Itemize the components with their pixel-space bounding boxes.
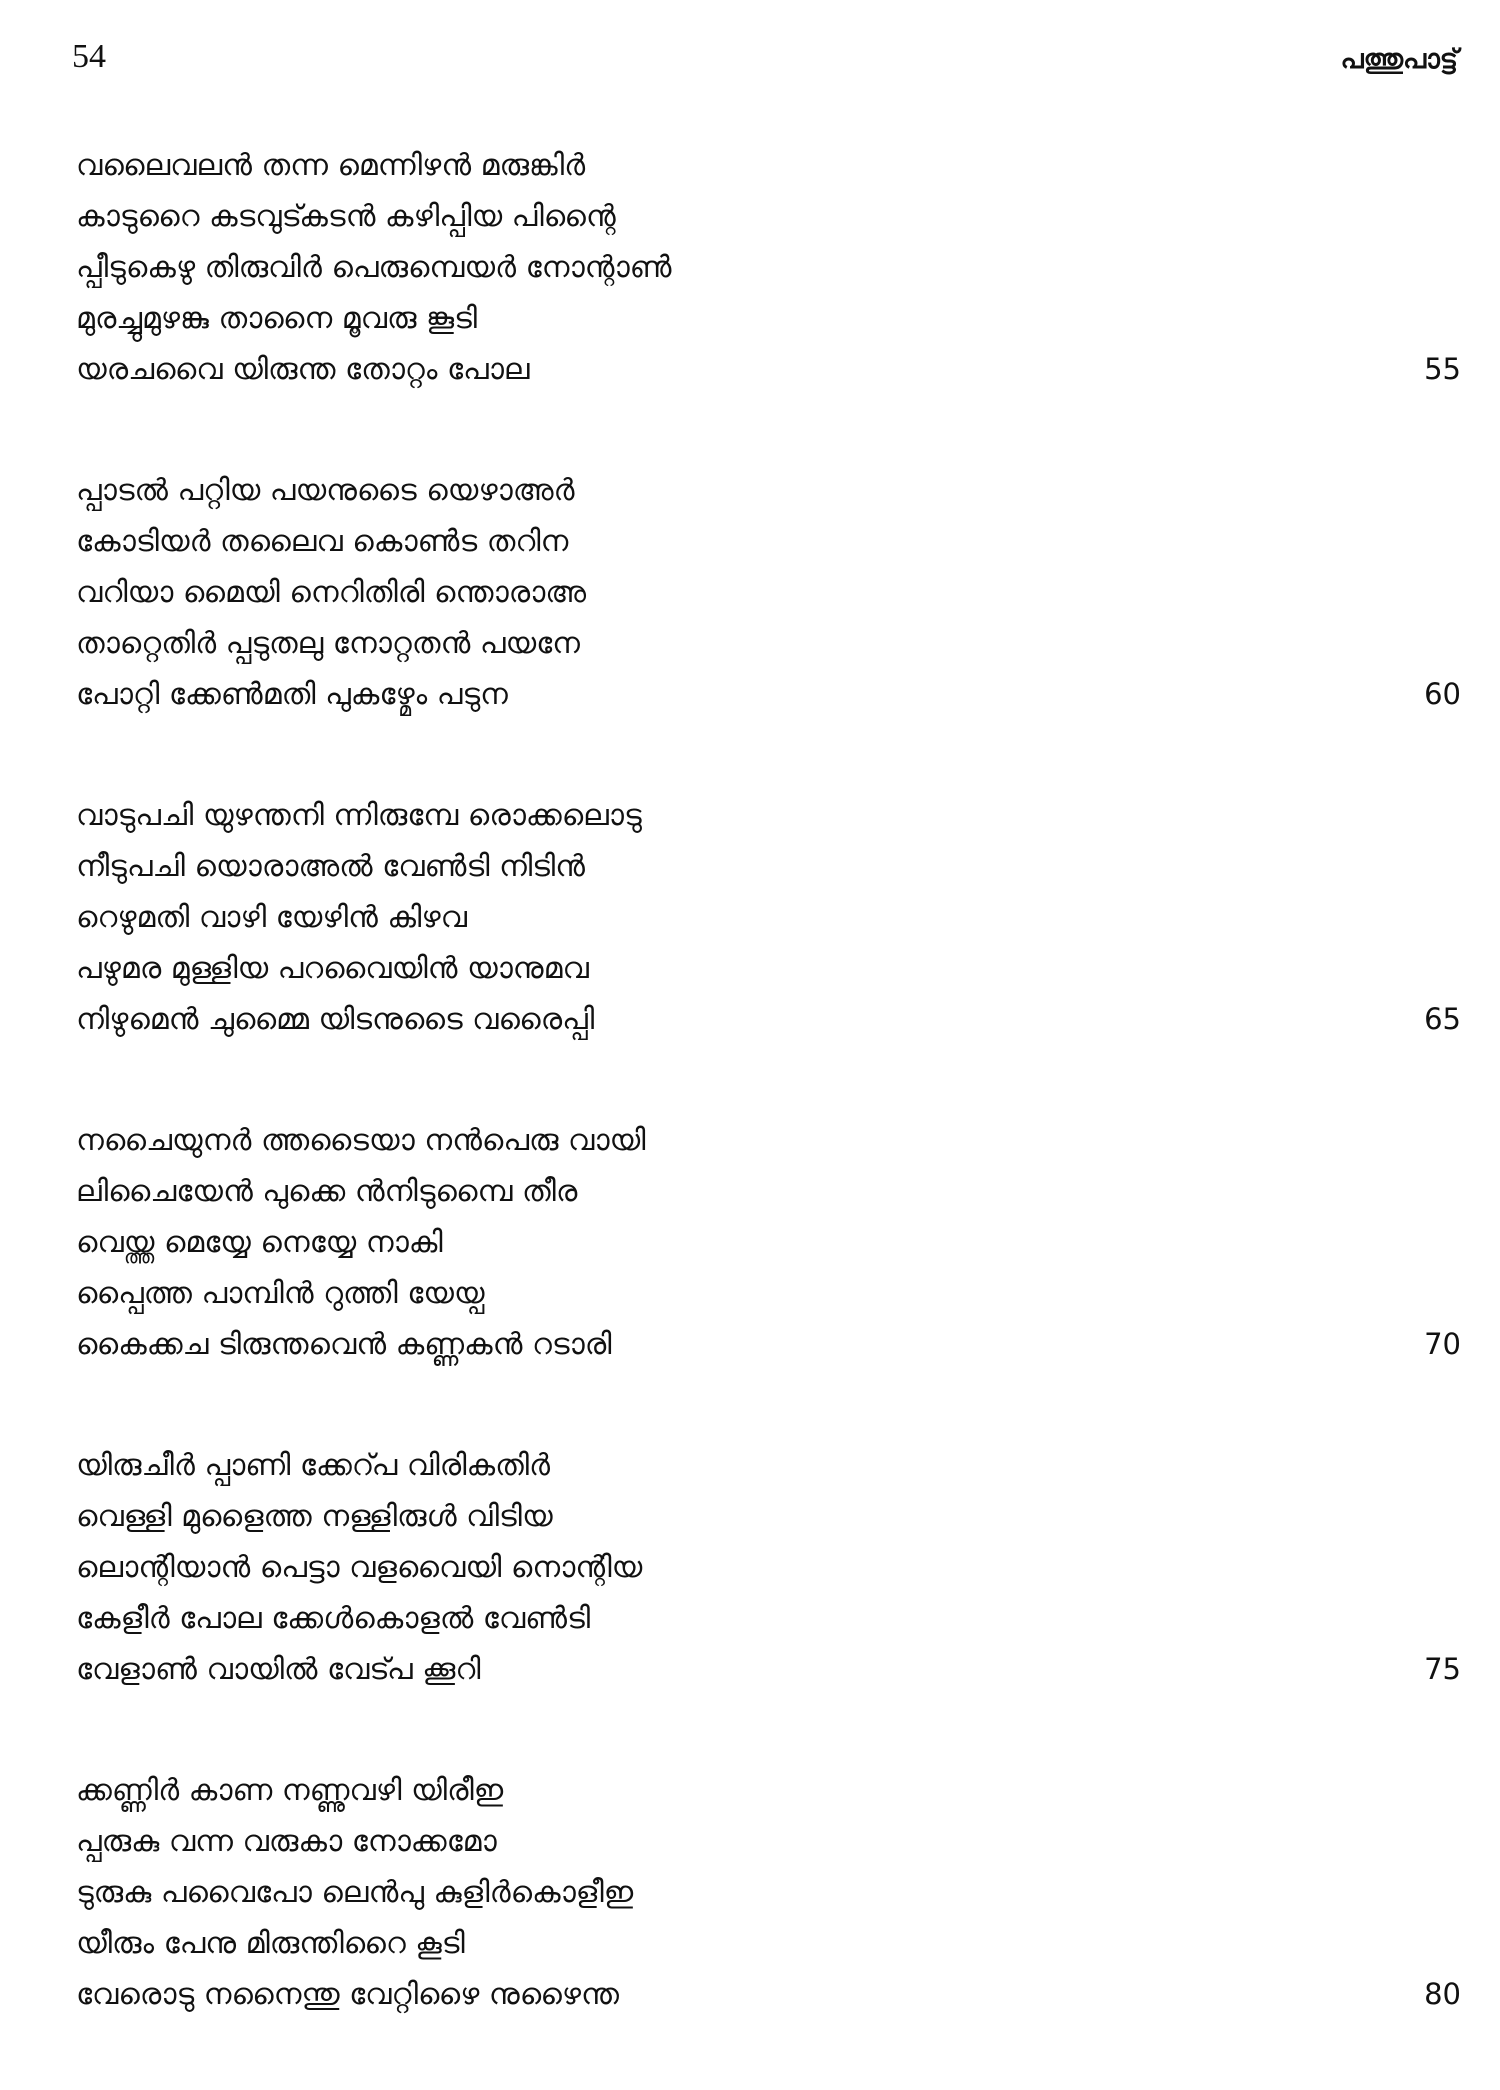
poem-body <box>76 140 1461 2090</box>
verse-line <box>76 1644 1461 1695</box>
stanza <box>76 1765 1461 2020</box>
verse-text: കൈക്കച ടിരുന്തവെൻ കണ്ണകൻ റടാരി <box>76 1327 612 1362</box>
running-title: പത്തുപാട്ട് <box>1340 44 1458 75</box>
verse-text: യീരും പേനു മിരുന്തിറൈ കൂടി <box>76 1926 465 1961</box>
verse-line <box>76 1816 1461 1867</box>
verse-text: പോറ്റി ക്കേൺമതി പുകഴ്മേം പടുന <box>76 677 508 712</box>
verse-line <box>76 1268 1461 1319</box>
verse-line <box>76 242 1461 293</box>
verse-text: വറിയാ മൈയി നെറിതിരി ന്തൊരാഅ <box>76 575 587 610</box>
verse-line <box>76 191 1461 242</box>
verse-line <box>76 1918 1461 1969</box>
verse-line <box>76 1867 1461 1918</box>
page-number: 54 <box>72 38 106 75</box>
verse-line <box>76 293 1461 344</box>
verse-line <box>76 892 1461 943</box>
line-number: 55 <box>1424 352 1461 386</box>
verse-text: നചൈയുനർ ത്തടൈയാ നൻപെരു വായി <box>76 1123 646 1158</box>
verse-line <box>76 669 1461 720</box>
verse-text: റെഴുമതി വാഴി യേഴിൻ കിഴവ <box>76 900 467 935</box>
verse-line <box>76 1319 1461 1370</box>
verse-text: യരചവൈ യിരുന്ത തോറ്റം പോല <box>76 352 530 387</box>
verse-text: വേരൊടു നനൈന്തു വേറ്റിഴൈ നുഴൈന്ത <box>76 1977 620 2012</box>
verse-line <box>76 140 1461 191</box>
stanza <box>76 790 1461 1045</box>
verse-text: മുരച്ചുമുഴങ്കു താനൈ മൂവരു ങ്കൂടി <box>76 301 478 336</box>
verse-text: കോടിയർ തലൈവ കൊൺട തറിന <box>76 524 569 559</box>
verse-line <box>76 994 1461 1045</box>
verse-line <box>76 1542 1461 1593</box>
verse-text: ക്കണ്ണിർ കാണ നണ്ണുവഴി യിരീഇ <box>76 1773 504 1808</box>
verse-text: യിരുചീർ പ്പാണി ക്കേറ്പ വിരികതിർ <box>76 1448 551 1483</box>
verse-line <box>76 841 1461 892</box>
verse-line <box>76 790 1461 841</box>
verse-line <box>76 1217 1461 1268</box>
line-number: 75 <box>1424 1652 1461 1686</box>
line-number: 70 <box>1424 1327 1461 1361</box>
verse-text: വാടുപചി യുഴന്തനി ന്നിരുമ്പേ രൊക്കലൊടു <box>76 798 642 833</box>
verse-text: താറ്റെതിർ പ്പടുതലു നോറ്റതൻ പയനേ <box>76 626 581 661</box>
verse-text: പ്പീടുകെഴു തിരുവിർ പെരുമ്പെയർ നോന്റാൺ <box>76 250 672 285</box>
verse-text: പ്പരുകു വന്ന വരുകാ നോക്കമോ <box>76 1824 497 1859</box>
line-number: 80 <box>1424 1977 1461 2011</box>
line-number: 60 <box>1424 677 1461 711</box>
verse-text: പഴുമര മുള്ളിയ പറവൈയിൻ യാനുമവ <box>76 951 589 986</box>
verse-line <box>76 567 1461 618</box>
verse-line <box>76 1969 1461 2020</box>
verse-text: പ്പൈത്ത പാമ്പിൻ റുത്തി യേയ്പ <box>76 1276 485 1311</box>
verse-line <box>76 516 1461 567</box>
line-number: 65 <box>1424 1002 1461 1036</box>
verse-line <box>76 1440 1461 1491</box>
verse-text: നിഴുമെൻ ചുമ്മൈ യിടനുടൈ വരൈപ്പി <box>76 1002 595 1037</box>
verse-text: നീടുപചി യൊരാഅൽ വേൺടി നിടിൻ <box>76 849 585 884</box>
stanza <box>76 1440 1461 1695</box>
verse-line <box>76 1491 1461 1542</box>
verse-text: വെയ്ത്ത മെയ്യേ നെയ്യേ നാകി <box>76 1225 443 1260</box>
verse-text: ടുരുകു പവൈപോ ലെൻപു കുളിർകൊളീഇ <box>76 1875 634 1910</box>
verse-line <box>76 1765 1461 1816</box>
verse-text: പ്പാടൽ പറ്റിയ പയനുടൈ യെഴാഅർ <box>76 473 575 508</box>
verse-text: കേളീർ പോല ക്കേൾകൊളൽ വേൺടി <box>76 1601 591 1636</box>
verse-text: ലൊന്റിയാൻ പെട്ടാ വളവൈയി നൊന്റിയ <box>76 1550 643 1585</box>
verse-line <box>76 1593 1461 1644</box>
verse-line <box>76 344 1461 395</box>
verse-line <box>76 943 1461 994</box>
verse-line <box>76 465 1461 516</box>
verse-line <box>76 1166 1461 1217</box>
verse-text: വേളാൺ വായിൽ വേട്പ ക്കൂറി <box>76 1652 481 1687</box>
verse-line <box>76 1115 1461 1166</box>
verse-text: ലിചൈയേൻ പുക്കെ ൻനിടുമ്പൈ തീര <box>76 1174 578 1209</box>
verse-text: വലൈവലൻ തന്ന മെന്നിഴൻ മരുങ്കിർ <box>76 148 586 183</box>
stanza <box>76 140 1461 395</box>
verse-text: വെള്ളി മുളൈത്ത നള്ളിരുൾ വിടിയ <box>76 1499 553 1534</box>
stanza <box>76 1115 1461 1370</box>
verse-line <box>76 618 1461 669</box>
stanza <box>76 465 1461 720</box>
verse-text: കാടുറൈ കടവുട്കടൻ കഴിപ്പിയ പിന്റൈ <box>76 199 616 234</box>
